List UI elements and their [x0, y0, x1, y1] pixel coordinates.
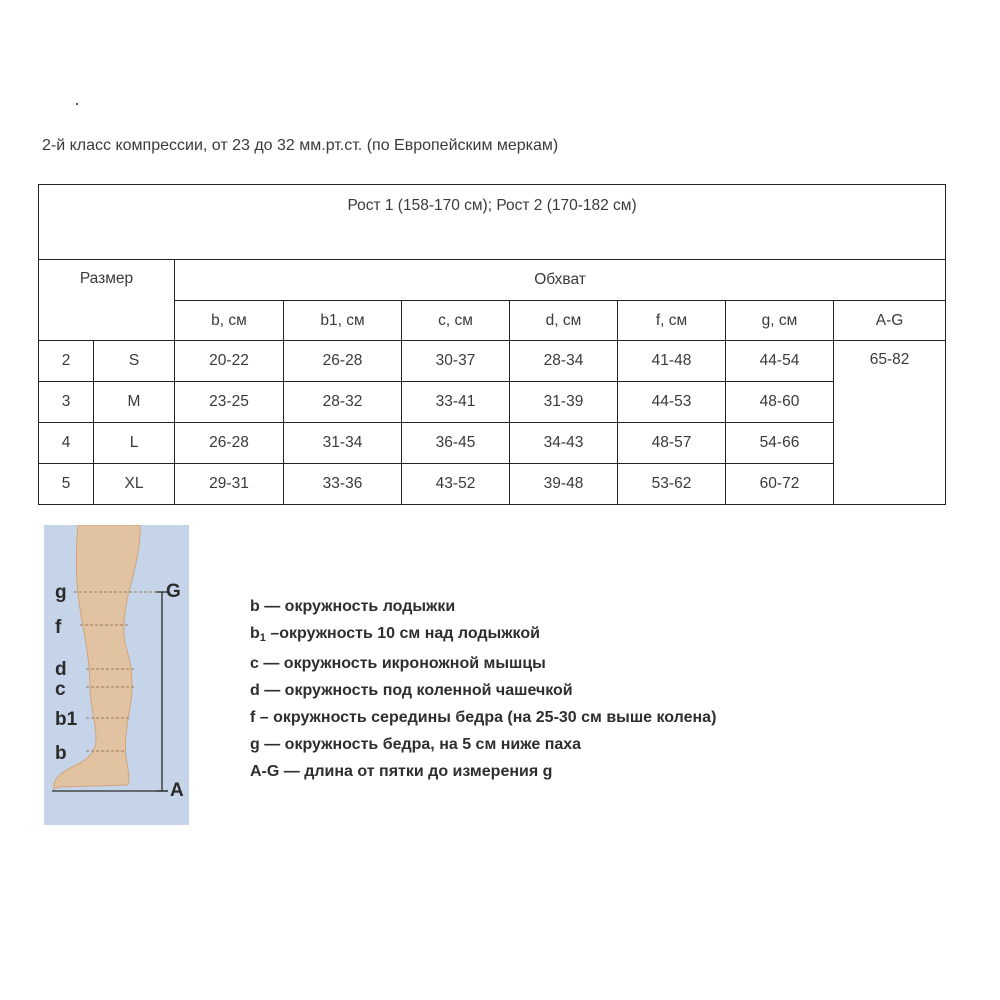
cell-d: 34-43: [510, 423, 618, 464]
row-size: XL: [94, 464, 175, 505]
cell-b: 29-31: [175, 464, 284, 505]
column-header-b: b, см: [175, 301, 284, 341]
legend-item-b1: [250, 624, 716, 651]
legend-item-ag: A-G — длина от пятки до измерения g: [250, 763, 553, 780]
cell-b: 23-25: [175, 382, 284, 423]
table-row: [39, 423, 946, 464]
table-row: [39, 382, 946, 423]
cell-d: 39-48: [510, 464, 618, 505]
row-number: 3: [39, 382, 94, 423]
row-size: M: [94, 382, 175, 423]
size-header-cell: Размер: [39, 260, 175, 341]
row-size: S: [94, 341, 175, 382]
label-G: G: [166, 581, 181, 602]
cell-f: 41-48: [618, 341, 726, 382]
cell-f: 53-62: [618, 464, 726, 505]
cell-c: 30-37: [402, 341, 510, 382]
page-title: 2-й класс компрессии, от 23 до 32 мм.рт.ст. (по Европейским меркам): [42, 137, 559, 154]
label-c: c: [55, 679, 66, 700]
measurement-legend: [250, 597, 716, 789]
leg-measurement-figure: [44, 525, 189, 825]
column-header-ag: A-G: [834, 301, 946, 341]
cell-d: 28-34: [510, 341, 618, 382]
cell-b1: 31-34: [284, 423, 402, 464]
column-header-f: f, см: [618, 301, 726, 341]
row-number: 2: [39, 341, 94, 382]
cell-d: 31-39: [510, 382, 618, 423]
cell-c: 36-45: [402, 423, 510, 464]
girth-header-cell: Обхват: [175, 260, 946, 301]
legend-item-b: b — окружность лодыжки: [250, 598, 456, 615]
size-chart-table: [38, 184, 946, 505]
row-number: 5: [39, 464, 94, 505]
label-g: g: [55, 582, 67, 603]
column-header-b1: b1, см: [284, 301, 402, 341]
cell-g: 48-60: [726, 382, 834, 423]
cell-g: 44-54: [726, 341, 834, 382]
cell-b1: 26-28: [284, 341, 402, 382]
legend-b1-subscript: 1: [259, 632, 266, 644]
cell-ag: 65-82: [834, 341, 946, 505]
legend-item-c: c — окружность икроножной мышцы: [250, 655, 546, 672]
cell-c: 43-52: [402, 464, 510, 505]
label-b1: b1: [55, 709, 78, 730]
cell-b: 26-28: [175, 423, 284, 464]
cell-b1: 28-32: [284, 382, 402, 423]
table-row: [39, 464, 946, 505]
cell-f: 44-53: [618, 382, 726, 423]
legend-item-f: f – окружность середины бедра (на 25-30 см выше колена): [250, 709, 717, 726]
row-number: 4: [39, 423, 94, 464]
stray-dot: [76, 103, 78, 105]
row-size: L: [94, 423, 175, 464]
cell-f: 48-57: [618, 423, 726, 464]
cell-c: 33-41: [402, 382, 510, 423]
column-header-c: c, см: [402, 301, 510, 341]
height-header-cell: Рост 1 (158-170 см); Рост 2 (170-182 см): [39, 185, 946, 260]
cell-g: 54-66: [726, 423, 834, 464]
label-d: d: [55, 659, 67, 680]
cell-b1: 33-36: [284, 464, 402, 505]
legend-item-g: g — окружность бедра, на 5 см ниже паха: [250, 736, 582, 753]
label-A: A: [170, 780, 184, 801]
cell-b: 20-22: [175, 341, 284, 382]
legend-item-d: d — окружность под коленной чашечкой: [250, 682, 573, 699]
leg-silhouette: [54, 525, 140, 789]
column-header-g: g, см: [726, 301, 834, 341]
table-row: [39, 341, 946, 382]
column-header-d: d, см: [510, 301, 618, 341]
legend-b1-text: –окружность 10 см над лодыжкой: [265, 625, 540, 642]
cell-g: 60-72: [726, 464, 834, 505]
legend-b1-letter: b: [250, 625, 260, 642]
label-f: f: [55, 617, 62, 638]
label-b: b: [55, 743, 67, 764]
